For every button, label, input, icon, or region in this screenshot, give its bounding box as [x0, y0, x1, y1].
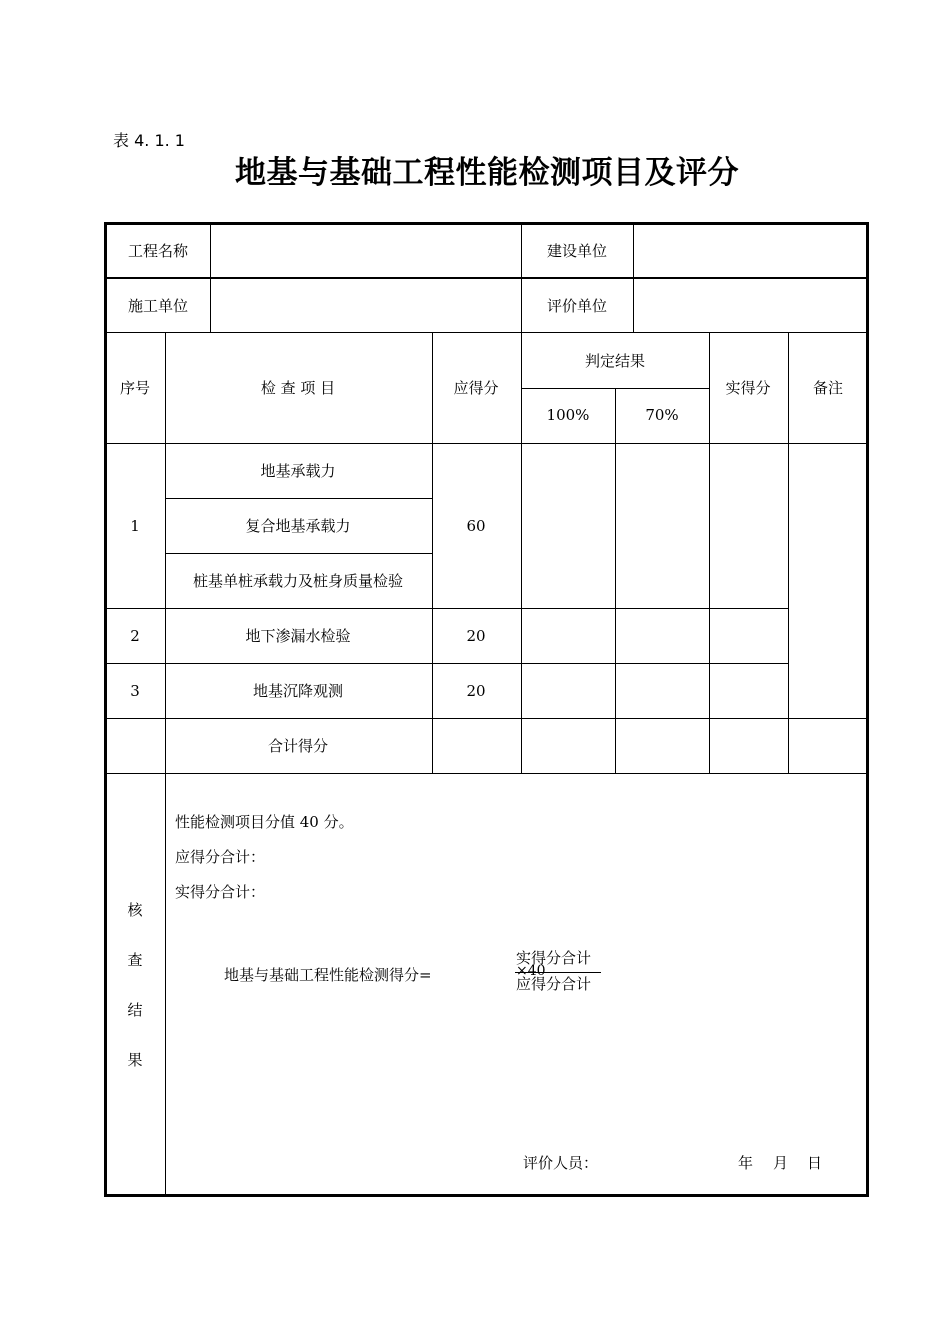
- row-1-item-1: 地基承载力: [260, 462, 336, 480]
- header-remark: 备注: [812, 379, 844, 397]
- row-1-score: 60: [466, 517, 486, 535]
- evaluator-unit-label: 评价单位: [546, 297, 608, 315]
- rule-info-1: [104, 277, 869, 279]
- rule-item-1b: [165, 553, 432, 554]
- summary-side-label-3: 结: [127, 1001, 143, 1019]
- rule-info-2: [104, 332, 869, 333]
- formula-numerator: 实得分合计: [516, 949, 592, 967]
- header-pct70: 70%: [645, 406, 679, 424]
- row-2-score: 20: [466, 627, 486, 645]
- rule-header-bottom: [104, 443, 869, 444]
- header-should-score: 应得分: [453, 379, 499, 397]
- formula-denominator: 应得分合计: [516, 975, 592, 993]
- header-pct100: 100%: [546, 406, 590, 424]
- page-title: 地基与基础工程性能检测项目及评分: [235, 155, 739, 191]
- header-actual: 实得分: [725, 379, 771, 397]
- header-item: 检 查 项 目: [260, 379, 336, 397]
- rule-row-2: [104, 663, 788, 664]
- vrule-item: [432, 332, 433, 774]
- construction-unit-label: 建设单位: [546, 242, 608, 260]
- vrule-judgment: [709, 332, 710, 774]
- vrule-seq: [165, 332, 166, 1197]
- vrule-pct: [615, 388, 616, 774]
- summary-line-1: 性能检测项目分值 40 分。: [175, 813, 354, 831]
- date-year: 年: [738, 1154, 754, 1172]
- row-1-item-3: 桩基单桩承载力及桩身质量检验: [192, 572, 404, 590]
- rule-total: [104, 773, 869, 774]
- row-2-seq: 2: [130, 627, 140, 645]
- row-1-seq: 1: [130, 517, 140, 535]
- date-day: 日: [807, 1154, 823, 1172]
- total-label: 合计得分: [267, 737, 329, 755]
- summary-side-label-4: 果: [127, 1051, 143, 1069]
- summary-line-3: 实得分合计：: [175, 883, 266, 901]
- formula-multiplier: ×40: [516, 963, 546, 979]
- vrule-info-a: [210, 222, 211, 333]
- rule-item-1a: [165, 498, 432, 499]
- summary-side-label-1: 核: [127, 901, 143, 919]
- summary-line-2: 应得分合计：: [175, 848, 266, 866]
- vrule-actual: [788, 332, 789, 774]
- rule-row-1: [104, 608, 788, 609]
- table-border-right: [866, 222, 869, 1197]
- formula-label: 地基与基础工程性能检测得分=: [224, 966, 432, 984]
- row-2-item: 地下渗漏水检验: [245, 627, 351, 645]
- summary-side-label-2: 查: [127, 951, 143, 969]
- table-border-left: [104, 222, 107, 1197]
- table-id: 表 4. 1. 1: [113, 131, 185, 150]
- row-3-seq: 3: [130, 682, 140, 700]
- vrule-score: [521, 332, 522, 774]
- row-3-score: 20: [466, 682, 486, 700]
- project-name-label: 工程名称: [127, 242, 189, 260]
- builder-label: 施工单位: [127, 297, 189, 315]
- rule-row-3: [104, 718, 869, 719]
- row-1-item-2: 复合地基承载力: [245, 517, 351, 535]
- vrule-info-b: [521, 222, 522, 333]
- evaluator-signature-field[interactable]: [600, 1156, 720, 1172]
- row-3-item: 地基沉降观测: [252, 682, 344, 700]
- vrule-info-c: [633, 222, 634, 333]
- table-border-bottom: [104, 1194, 869, 1197]
- evaluator-label: 评价人员：: [523, 1154, 599, 1172]
- table-border-top: [104, 222, 869, 225]
- date-month: 月: [773, 1154, 789, 1172]
- header-judgment: 判定结果: [584, 352, 646, 370]
- header-seq: 序号: [119, 379, 151, 397]
